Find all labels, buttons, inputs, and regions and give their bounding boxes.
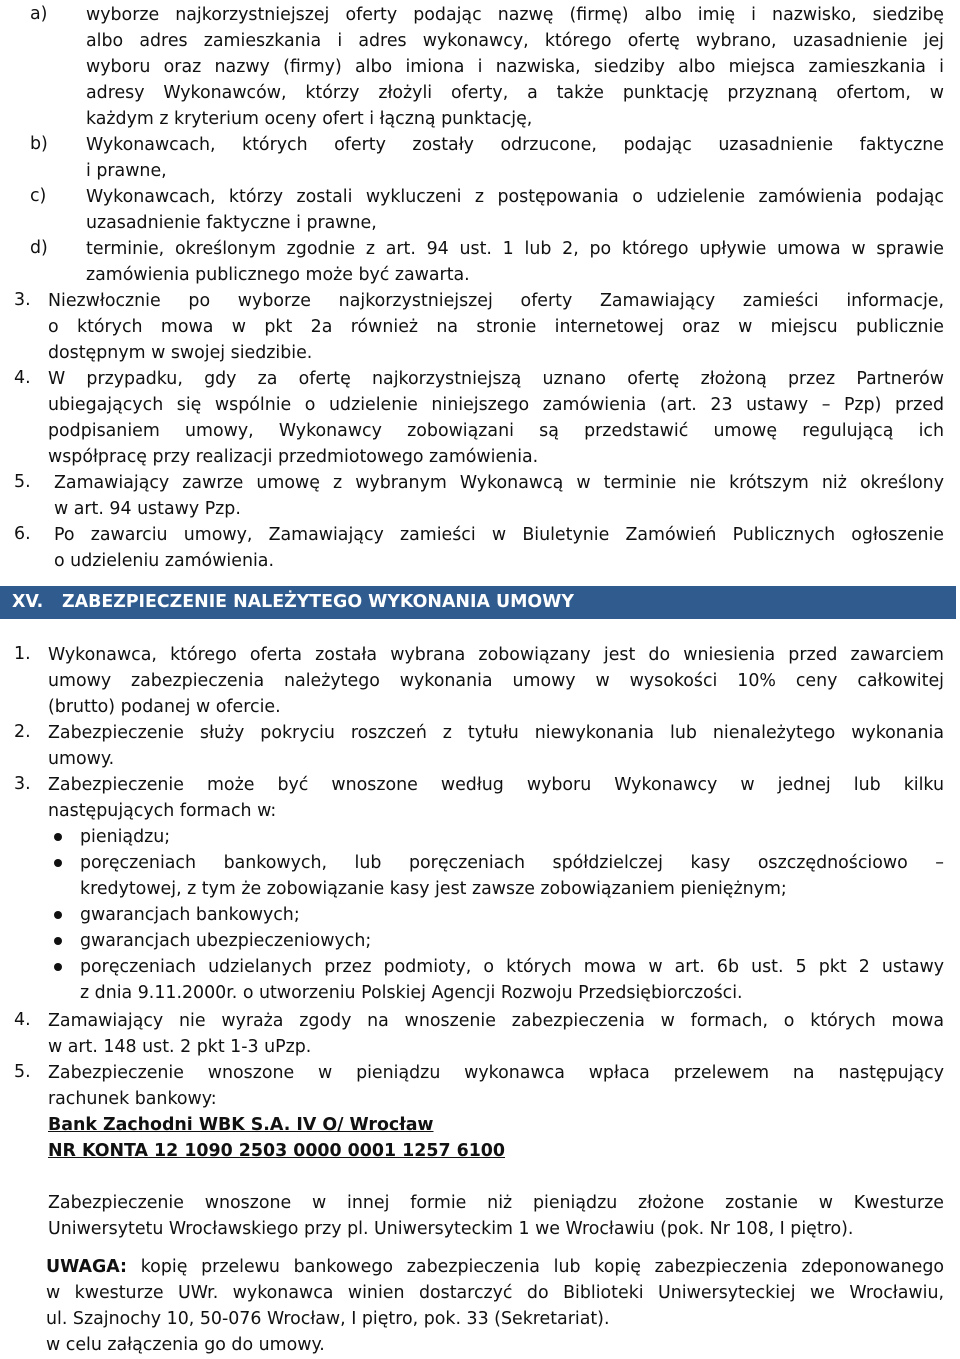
notice-label: UWAGA:: [46, 1257, 127, 1277]
item-marker-4: 4.: [14, 368, 31, 388]
section-c-line-2: uzasadnienie faktyczne i prawne,: [86, 213, 377, 233]
bullet-item-3: gwarancjach bankowych;: [80, 905, 300, 925]
clause-1-line-2: umowy zabezpieczenia należytego wykonania umowy w wysokości 10% ceny całkowitej: [48, 671, 944, 691]
list-marker-d: d): [30, 238, 48, 258]
clause-marker-2: 2.: [14, 722, 31, 742]
item-4-line-1: W przypadku, gdy za ofertę najkorzystniejszą uznano ofertę złożoną przez Partnerów: [48, 369, 944, 389]
clause-marker-1: 1.: [14, 644, 31, 664]
item-3-line-3: dostępnym w swojej siedzibie.: [48, 343, 313, 363]
item-4-line-2: ubiegających się wspólnie o udzielenie niniejszego zamówienia (art. 23 ustawy – Pzp) przed: [48, 395, 944, 415]
clause-marker-3: 3.: [14, 774, 31, 794]
bank-name: Bank Zachodni WBK S.A. IV O/ Wrocław: [48, 1115, 434, 1135]
item-3-line-1: Niezwłocznie po wyborze najkorzystniejszej oferty Zamawiający zamieści informacje,: [48, 291, 944, 311]
bank-account-number: NR KONTA 12 1090 2503 0000 0001 1257 6100: [48, 1141, 505, 1161]
section-a-line-2: albo adres zamieszkania i adres wykonawcy, którego ofertę wybrano, uzasadnienie jej: [86, 31, 944, 51]
section-c-line-1: Wykonawcach, którzy zostali wykluczeni z postępowania o udzielenie zamówienia podając: [86, 187, 944, 207]
item-5-line-2: w art. 94 ustawy Pzp.: [54, 499, 241, 519]
bullet-item-4: gwarancjach ubezpieczeniowych;: [80, 931, 372, 951]
section-a-line-1: wyborze najkorzystniejszej oferty podając nazwę (firmę) albo imię i nazwisko, siedzibę: [86, 5, 944, 25]
deposit-note-line-1: Zabezpieczenie wnoszone w innej formie niż pieniądzu złożone zostanie w Kwesturze: [48, 1193, 944, 1213]
bullet-item-5-line-2: z dnia 9.11.2000r. o utworzeniu Polskiej Agencji Rozwoju Przedsiębiorczości.: [80, 983, 743, 1003]
bullet-item-2-line-1: poręczeniach bankowych, lub poręczeniach spółdzielczej kasy oszczędnościowo –: [80, 853, 944, 873]
clause-2-line-1: Zabezpieczenie służy pokryciu roszczeń z tytułu niewykonania lub nienależytego wykonania: [48, 723, 944, 743]
section-b-line-2: i prawne,: [86, 161, 167, 181]
notice-line-3: ul. Szajnochy 10, 50-076 Wrocław, I piętro, pok. 33 (Sekretariat).: [46, 1309, 610, 1329]
item-4-line-4: współpracę przy realizacji przedmiotowego zamówienia.: [48, 447, 539, 467]
item-marker-5: 5.: [14, 472, 31, 492]
item-marker-6: 6.: [14, 524, 31, 544]
clause-5-line-2: rachunek bankowy:: [48, 1089, 217, 1109]
item-4-line-3: podpisaniem umowy, Wykonawcy zobowiązani są przedstawić umowę regulującą ich: [48, 421, 944, 441]
section-heading-banner: [0, 586, 956, 619]
bullet-icon: [54, 859, 62, 867]
notice-line-2: w kwesturze UWr. wykonawca winien dostarczyć do Biblioteki Uniwersyteckiej we Wrocławiu,: [46, 1283, 944, 1303]
clause-marker-5: 5.: [14, 1062, 31, 1082]
deposit-note-line-2: Uniwersytetu Wrocławskiego przy pl. Uniwersyteckim 1 we Wrocławiu (pok. Nr 108, I piętro).: [48, 1219, 854, 1239]
clause-3-line-1: Zabezpieczenie może być wnoszone według wyboru Wykonawcy w jednej lub kilku: [48, 775, 944, 795]
bullet-icon: [54, 937, 62, 945]
clause-4-line-2: w art. 148 ust. 2 pkt 1-3 uPzp.: [48, 1037, 312, 1057]
bullet-icon: [54, 963, 62, 971]
bullet-icon: [54, 833, 62, 841]
section-b-line-1: Wykonawcach, których oferty zostały odrzucone, podając uzasadnienie faktyczne: [86, 135, 944, 155]
section-number: XV.: [12, 592, 44, 612]
list-marker-a: a): [30, 4, 48, 24]
clause-5-line-1: Zabezpieczenie wnoszone w pieniądzu wykonawca wpłaca przelewem na następujący: [48, 1063, 944, 1083]
clause-1-line-1: Wykonawca, którego oferta została wybrana zobowiązany jest do wniesienia przed zawarciem: [48, 645, 944, 665]
bullet-item-2-line-2: kredytowej, z tym że zobowiązanie kasy jest zawsze zobowiązaniem pieniężnym;: [80, 879, 787, 899]
list-marker-c: c): [30, 186, 47, 206]
clause-3-line-2: następujących formach w:: [48, 801, 277, 821]
list-marker-b: b): [30, 134, 48, 154]
item-marker-3: 3.: [14, 290, 31, 310]
item-6-line-1: Po zawarciu umowy, Zamawiający zamieści w Biuletynie Zamówień Publicznych ogłoszenie: [54, 525, 944, 545]
clause-1-line-3: (brutto) podanej w ofercie.: [48, 697, 281, 717]
notice-line-1: [46, 1256, 944, 1278]
bullet-icon: [54, 911, 62, 919]
section-title: ZABEZPIECZENIE NALEŻYTEGO WYKONANIA UMOWY: [62, 592, 574, 612]
section-a-line-4: adresy Wykonawców, którzy złożyli oferty, a także punktację przyznaną ofertom, w: [86, 83, 944, 103]
section-a-line-3: wyboru oraz nazwy (firmy) albo imiona i nazwiska, siedziby albo miejsca zamieszkania i: [86, 57, 944, 77]
section-d-line-2: zamówienia publicznego może być zawarta.: [86, 265, 470, 285]
clause-2-line-2: umowy.: [48, 749, 115, 769]
clause-marker-4: 4.: [14, 1010, 31, 1030]
section-d-line-1: terminie, określonym zgodnie z art. 94 ust. 1 lub 2, po którego upływie umowa w sprawie: [86, 239, 944, 259]
section-a-line-5: każdym z kryterium oceny ofert i łączną punktację,: [86, 109, 533, 129]
notice-line-4: w celu załączenia go do umowy.: [46, 1335, 325, 1355]
item-6-line-2: o udzieleniu zamówienia.: [54, 551, 274, 571]
notice-line-1-text: kopię przelewu bankowego zabezpieczenia lub kopię zabezpieczenia zdeponowanego: [140, 1257, 944, 1277]
clause-4-line-1: Zamawiający nie wyraża zgody na wnoszenie zabezpieczenia w formach, o których mowa: [48, 1011, 944, 1031]
bullet-item-1: pieniądzu;: [80, 827, 171, 847]
bullet-item-5-line-1: poręczeniach udzielanych przez podmioty, o których mowa w art. 6b ust. 5 pkt 2 ustawy: [80, 957, 944, 977]
item-3-line-2: o których mowa w pkt 2a również na stronie internetowej oraz w miejscu publicznie: [48, 317, 944, 337]
item-5-line-1: Zamawiający zawrze umowę z wybranym Wykonawcą w terminie nie krótszym niż określony: [54, 473, 944, 493]
